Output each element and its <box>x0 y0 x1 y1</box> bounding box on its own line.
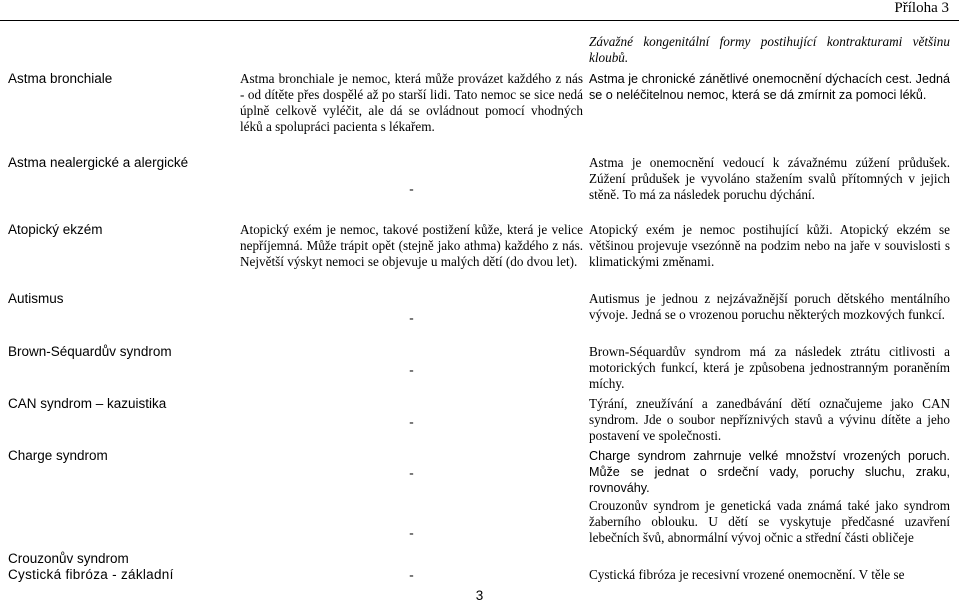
table-row <box>5 498 953 567</box>
disease-definition: Astma je onemocnění vedoucí k závažnému zúžení průdušek. Zúžení průdušek je vyvoláno stažením svalů přítomných v jejich stěně. To má za následek poruchu dýchání. <box>589 155 950 202</box>
disease-definition: Atopický exém je nemoc postihující kůži. Atopický ekzém se většinou projevuje vsezónně na podzim nebo na jaře v souvislosti s klimatickými změnami. <box>589 222 950 269</box>
disease-description: Atopický exém je nemoc, takové postižení kůže, která je velice nepříjemná. Může trápit opět (stejně jako athma) každého z nás. Největší výskyt nemoci se objevuje u malých dětí (do dvou let). <box>240 222 583 269</box>
table-row <box>5 567 953 583</box>
disease-description: - <box>409 309 414 325</box>
annex-label: Příloha 3 <box>894 0 949 16</box>
page-header <box>0 0 959 21</box>
disease-name: Crouzonův syndrom <box>8 551 129 566</box>
disease-definition: Crouzonův syndrom je genetická vada známá také jako syndrom žaberního oblouku. U dětí se vyskytuje předčasné uzavření lebečních švů, abnormální vývoj očnic a střední části obličeje <box>589 498 950 545</box>
table-row <box>5 34 953 71</box>
disease-description: - <box>409 524 414 540</box>
page-number: 3 <box>475 588 484 603</box>
disease-definition: Brown-Séquardův syndrom má za následek ztrátu citlivosti a motorických funkcí, která je způsobena jednostranným poraněním míchy. <box>589 344 950 391</box>
disease-description: - <box>409 362 414 377</box>
disease-definition: Týrání, zneužívání a zanedbávání dětí označujeme jako CAN syndrom. Jde o soubor nepříznivých stavů a vývinu dítěte a jeho postavení ve společnosti. <box>589 396 950 443</box>
disease-description: - <box>409 567 414 582</box>
disease-definition: Astma je chronické zánětlivé onemocnění dýchacích cest. Jedná se o neléčitelnou nemoc, která se dá zmírnit za pomoci léků. <box>589 72 950 102</box>
table-row <box>5 291 953 344</box>
table-row <box>5 71 953 155</box>
table-row <box>5 344 953 396</box>
disease-definition: Cystická fibróza je recesivní vrozené onemocnění. V těle se <box>589 567 905 582</box>
disease-name: Charge syndrom <box>8 448 108 463</box>
disease-name: Cystická fibróza - základní <box>8 567 174 582</box>
disease-description: - <box>409 465 414 480</box>
table-row <box>5 448 953 498</box>
top-note: Závažné kongenitální formy postihující kontrakturami většinu kloubů. <box>589 34 950 65</box>
disease-name: Astma bronchiale <box>8 71 113 86</box>
disease-description: - <box>409 414 414 429</box>
disease-definition: Autismus je jednou z nejzávažnější poruch dětského mentálního vývoje. Jedná se o vrozenou poruchu některých mozkových funkcí. <box>589 291 950 322</box>
disease-name: Atopický ekzém <box>8 222 103 237</box>
disease-description: Astma bronchiale je nemoc, která může provázet každého z nás - od dítěte přes dospělé až po starší lidi. Tato nemoc se sice nedá úplně celkově vyléčit, ale dá se ovládnout pomocí vhodných léků a spolupráci pacienta s lékařem. <box>240 71 583 134</box>
disease-name: CAN syndrom – kazuistika <box>8 396 167 411</box>
disease-table <box>5 34 953 583</box>
disease-definition: Charge syndrom zahrnuje velké množství vrozených poruch. Může se jednat o srdeční vady, poruchy sluchu, zraku, rovnováhy. <box>589 449 950 495</box>
table-row <box>5 155 953 222</box>
disease-name: Brown-Séquardův syndrom <box>8 344 172 359</box>
disease-name: Autismus <box>8 291 64 306</box>
table-row <box>5 222 953 291</box>
disease-name: Astma nealergické a alergické <box>8 155 189 170</box>
table-row <box>5 396 953 448</box>
disease-description: - <box>409 180 414 196</box>
